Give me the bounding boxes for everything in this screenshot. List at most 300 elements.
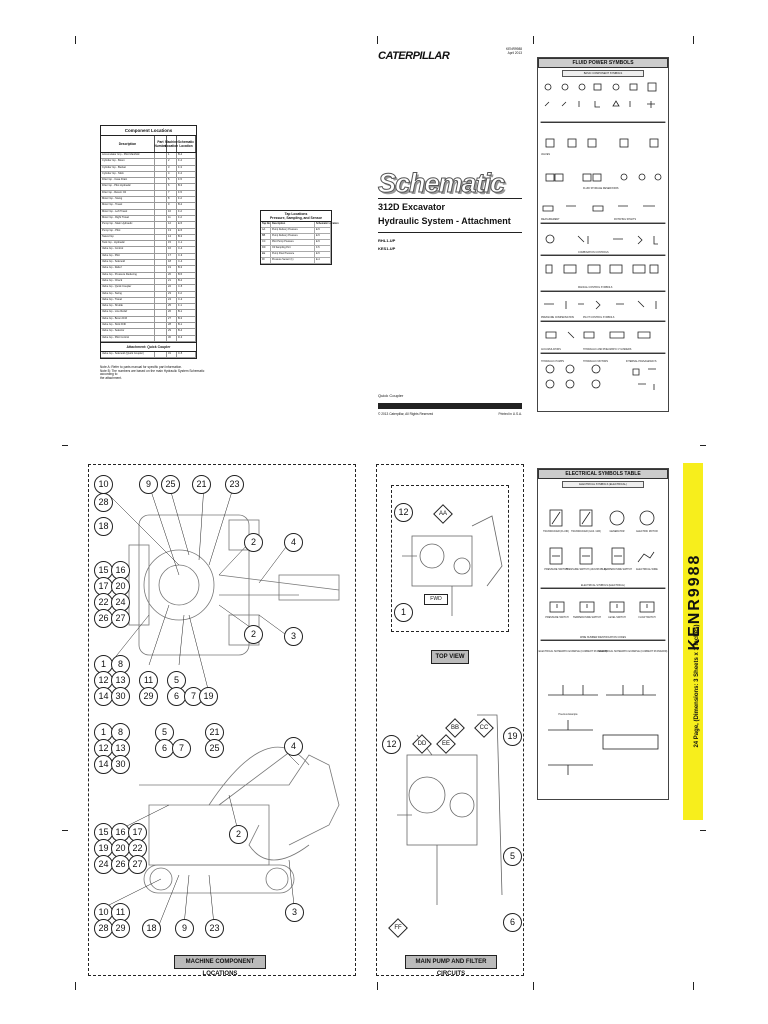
cell-part-number [155,153,167,158]
cell-machine-location: 22 [167,285,177,290]
callout-bubble: 20 [111,577,130,596]
section-heading: HYDRAULIC PUMPS [541,360,564,363]
callout-bubble: 19 [503,727,522,746]
callout-bubble: 9 [175,919,194,938]
cell-description: Swivel Gp [101,235,155,240]
cell-tap-no: AA [261,228,271,233]
tap-label: AA [438,511,447,517]
callout-bubble: 10 [94,475,113,494]
cell-description: Valve Gp - Pilot Control [101,336,155,341]
header-schematic-location: Schematic Location [316,222,339,225]
cell-description: Motor Gp - Swing [101,197,155,202]
wire-heading: ELECTRICAL SCHEMATIC EXAMPLE (CURRENT STANDARD) [598,650,668,653]
cell-machine-location: 19 [167,266,177,271]
top-view-label: TOP VIEW [431,650,469,664]
cell-part-number [155,172,167,177]
callout-bubble: 25 [205,739,224,758]
cell-part-number [155,203,167,208]
cell-description: Valve Gp - Quick Coupler [101,285,155,290]
callout-bubble: 12 [394,503,413,522]
callout-bubble: 13 [111,739,130,758]
cell-part-number [155,304,167,309]
cell-description: Valve Gp - Shuttle [101,304,155,309]
callout-bubble: 15 [94,561,113,580]
callout-bubble: 21 [205,723,224,742]
cell-schematic-location: F-1 [177,304,196,309]
doc-date: April 2013 [507,50,522,55]
callout-bubble: 4 [284,533,303,552]
callout-bubble: 17 [94,577,113,596]
callout-bubble: 28 [94,919,113,938]
cell-description: Valve Gp - Boom Drift [101,317,155,322]
section-heading: ACCUMULATORS [541,348,561,351]
tap-locations-table [260,210,339,265]
cell-schematic-location: F-2 [177,292,196,297]
cell-machine-location: 26 [167,310,177,315]
section-heading: ELECTRICAL SYMBOLS (ELECTRICAL) [581,584,625,587]
callout-bubble: 5 [167,671,186,690]
cell-description: Pump Delivery Pressure [271,234,315,239]
title-rule [378,198,522,199]
crop-mark [62,445,68,446]
symbol-label: GENERATOR [609,530,625,533]
wire-heading: ELECTRICAL SCHEMATIC EXAMPLE (CURRENT STANDARD) [538,650,608,653]
cell-schematic-location: B-3 [177,317,196,322]
cell-schematic-location: E-5 [315,252,331,257]
callout-bubble: 2 [244,533,263,552]
callout-bubble: 15 [94,823,113,842]
cell-description: Filter Gp - Pilot Hydraulic [101,184,155,189]
cell-part-number [155,184,167,189]
cell-description: Pilot Pump Pressure [271,240,315,245]
note-line: the attachment. [100,375,122,380]
cell-description: Cylinder Gp - Bucket [101,166,155,171]
callout-bubble: 23 [205,919,224,938]
section-heading: BASIC COMPONENT SYMBOLS [562,70,644,77]
cell-part-number [155,352,167,357]
tap-table-body [261,228,331,264]
callout-bubble: 11 [139,671,158,690]
cell-schematic-location: E-5 [315,234,331,239]
cell-part-number [155,197,167,202]
cell-schematic-location: F-2 [177,210,196,215]
cell-part-number [155,279,167,284]
fluid-power-symbols-panel [537,57,669,412]
cell-part-number [155,241,167,246]
cell-machine-location: 27 [167,317,177,322]
callout-bubble: 24 [111,593,130,612]
cell-part-number [155,310,167,315]
component-table-subhead: Attachment: Quick Coupler [101,342,196,352]
callout-bubble: 6 [167,687,186,706]
callout-bubble: 2 [229,825,248,844]
cell-machine-location: 13 [167,229,177,234]
cell-part-number [155,273,167,278]
tap-subtitle: Pressure, Sampling, and Sensor [269,216,322,220]
cell-schematic-location: B-1 [177,323,196,328]
cell-description: Filter Gp - Return Oil [101,191,155,196]
callout-bubble: 21 [192,475,211,494]
symbol-label: PRESSURE SWITCH [545,616,569,619]
component-table-title: Component Locations [101,126,196,136]
cell-schematic-location: E-5 [177,229,196,234]
cell-schematic-location: B-4 [177,153,196,158]
cell-description: Tank Gp - Hydraulic [101,241,155,246]
crop-mark [693,36,694,44]
callout-bubble: 12 [382,735,401,754]
section-heading: PILOT CONTROL SYMBOLS [583,316,615,319]
fwd-arrow: FWD [424,594,448,605]
title-rule [378,232,522,233]
callout-bubble: 7 [184,687,203,706]
callout-bubble: 2 [244,625,263,644]
cell-description: Oil Sampling Port [271,246,315,251]
cell-schematic-location: E-4 [315,258,331,263]
cell-machine-location: 17 [167,254,177,259]
side-tab-pages: 24 Page, (Dimensions: 3 Sheets x 1 inches) [694,624,700,748]
callout-bubble: 24 [94,855,113,874]
cell-machine-location: 21 [167,279,177,284]
cell-machine-location: 31 [167,352,177,357]
cell-machine-location: 12 [167,222,177,227]
cell-schematic-location: C-4 [177,247,196,252]
cell-description: Valve Gp - Check [101,279,155,284]
section-heading: PRESSURE COMPENSATION [541,316,575,319]
cell-part-number [155,298,167,303]
callout-bubble: 27 [111,609,130,628]
cell-part-number [155,323,167,328]
cell-description: Pump Flow Pressure [271,252,315,257]
tap-label: FF [394,925,402,931]
callout-bubble: 18 [94,517,113,536]
cell-schematic-location: F-3 [177,166,196,171]
table-row [101,352,196,358]
cell-part-number [155,292,167,297]
cell-machine-location: 30 [167,336,177,341]
pump-view-label: MAIN PUMP AND FILTER CIRCUITS [405,955,497,969]
tap-label: CC [479,725,489,731]
crop-mark [533,982,534,990]
callout-bubble: 17 [128,823,147,842]
serial-prefix-2: KES1-UP [378,246,396,251]
machine-drawing [89,465,355,975]
section-heading: COMBINATION CONTROLS [578,251,609,254]
cell-tap-no: EE [261,252,271,257]
cell-description: Valve Gp - Relief [101,266,155,271]
cell-schematic-location: F-4 [177,159,196,164]
callout-bubble: 3 [284,627,303,646]
crop-mark [75,982,76,990]
cell-schematic-location: C-4 [177,260,196,265]
cell-description: Valve Gp - Pressure Reducing [101,273,155,278]
cell-part-number [155,178,167,183]
crop-mark [700,445,706,446]
symbol-label: FLOW SWITCH [638,616,656,619]
callout-bubble: 1 [94,723,113,742]
cell-part-number [155,191,167,196]
cell-part-number [155,285,167,290]
callout-bubble: 1 [394,603,413,622]
callout-bubble: 19 [199,687,218,706]
cell-machine-location: 15 [167,241,177,246]
caterpillar-logo: CATERPILLAR [378,50,450,62]
callout-bubble: 25 [161,475,180,494]
callout-bubble: 5 [503,847,522,866]
cell-machine-location: 4 [167,172,177,177]
cell-machine-location: 11 [167,216,177,221]
tap-title: Tap Locations [284,212,308,216]
cell-schematic-location: B-2 [177,203,196,208]
cell-description: Valve Gp - Swing [101,292,155,297]
cell-schematic-location: B-3 [177,184,196,189]
cell-description: Motor Gp - Right Travel [101,216,155,221]
cell-machine-location: 5 [167,178,177,183]
cell-description: Cylinder Gp - Boom [101,159,155,164]
cell-part-number [155,254,167,259]
cell-description: Filter Gp - Case Drain [101,178,155,183]
cell-machine-location: 7 [167,191,177,196]
cell-schematic-location: B-3 [177,266,196,271]
callout-bubble: 22 [128,839,147,858]
cell-description: Motor Gp - Left Travel [101,210,155,215]
section-heading: ELECTRICAL SYMBOLS (ELECTRICAL) [562,481,644,488]
cell-machine-location: 16 [167,247,177,252]
cell-schematic-location: B-1 [177,310,196,315]
cell-part-number [155,266,167,271]
pump-drawing [377,695,523,955]
callout-bubble: 27 [128,855,147,874]
tap-label: BB [450,725,459,731]
cell-machine-location: 20 [167,273,177,278]
cell-schematic-location: F-2 [177,197,196,202]
tap-table-title [261,211,331,222]
header-description: Description [101,136,155,152]
callout-bubble: 29 [111,919,130,938]
cell-schematic-location: F-2 [177,216,196,221]
cell-machine-location: 23 [167,292,177,297]
cell-part-number [155,159,167,164]
cell-tap-no: FF [261,258,271,263]
cell-description: Pressure Sensor (1) [271,258,315,263]
cell-description: Motor Gp - Travel [101,203,155,208]
cell-schematic-location: F-5 [315,246,331,251]
cell-description: Valve Gp - Control [101,247,155,252]
crop-mark [700,830,706,831]
header-part-number: Part Number [155,136,167,152]
cell-schematic-location: B-5 [177,273,196,278]
crop-mark [693,982,694,990]
cell-schematic-location: F-5 [177,191,196,196]
crop-mark [62,830,68,831]
section-heading: MEASUREMENT [541,218,560,221]
option-name: Quick Coupler [378,393,404,398]
serial-prefix-1: RHL1-UP [378,238,396,243]
header-schematic-location: Schematic Location [177,136,196,152]
callout-bubble: 20 [111,839,130,858]
previous-example: Previous Example [558,713,578,716]
cell-schematic-location: C-5 [177,352,196,357]
symbol-label: PRESSURE SWITCH [544,568,568,571]
callout-bubble: 28 [94,493,113,512]
callout-bubble: 23 [225,475,244,494]
cell-machine-location: 2 [167,159,177,164]
symbol-label: ELECTRICAL WIRE [636,568,658,571]
cell-part-number [155,216,167,221]
cell-machine-location: 25 [167,304,177,309]
cell-schematic-location: B-3 [177,235,196,240]
crop-mark [75,36,76,44]
cell-description: Valve Gp - Travel [101,298,155,303]
tap-label: EE [441,741,450,747]
callout-bubble: 6 [503,913,522,932]
section-heading: WIRE NUMBER IDENTIFICATION CODES [580,636,626,639]
fluid-panel-title: FLUID POWER SYMBOLS [538,58,668,68]
cell-description: Cylinder Gp - Stick [101,172,155,177]
callout-bubble: 22 [94,593,113,612]
cell-description: Valve Gp - Line Relief [101,310,155,315]
printed-in: Printed in U.S.A. [498,412,522,416]
cell-schematic-location: E-5 [177,222,196,227]
callout-bubble: 13 [111,671,130,690]
callout-bubble: 29 [139,687,158,706]
section-heading: FLUID STORAGE RESERVOIRS [583,187,619,190]
callout-bubble: 9 [139,475,158,494]
cell-machine-location: 9 [167,203,177,208]
machine-view-label: MACHINE COMPONENT LOCATIONS [174,955,266,969]
callout-bubble: 12 [94,671,113,690]
cell-description: Valve Gp - Stick Drift [101,323,155,328]
cell-part-number [155,222,167,227]
cell-machine-location: 10 [167,210,177,215]
callout-bubble: 7 [172,739,191,758]
symbol-label: TEMPERATURE SWITCH [604,568,632,571]
callout-bubble: 14 [94,687,113,706]
callout-bubble: 30 [111,755,130,774]
cell-schematic-location: B-4 [177,329,196,334]
symbol-label: PRESSURE SWITCH (ADJUSTABLE) [565,568,607,571]
cell-part-number [155,336,167,341]
tap-label: DD [417,741,427,747]
doc-code: KENR9988 [506,47,522,51]
section-heading: ROTATING SHAFTS [614,218,637,221]
cell-part-number [155,166,167,171]
copyright: © 2013 Caterpillar, All Rights Reserved [378,412,434,416]
cell-schematic-location: C-2 [177,298,196,303]
cell-machine-location: 6 [167,184,177,189]
table-row [261,258,331,264]
model-name: 312D Excavator [378,202,446,212]
section-heading: HYDRAULIC AND PNEUMATIC CYLINDERS [583,348,632,351]
cell-machine-location: 1 [167,153,177,158]
crop-mark [533,36,534,44]
cover-panel [378,40,522,425]
symbol-label: TRANSDUCER (GAS / AIR) [571,530,601,533]
callout-bubble: 6 [155,739,174,758]
cell-schematic-location: C-1 [177,241,196,246]
cell-part-number [155,260,167,265]
cell-tap-no: DD [261,246,271,251]
side-tab [683,463,703,820]
cell-machine-location: 8 [167,197,177,202]
cell-part-number [155,329,167,334]
callout-bubble: 26 [111,855,130,874]
symbol-label: ELECTRIC MOTOR [636,530,658,533]
side-tab-code: KENR9988 [686,553,703,651]
cell-description: Accumulator Grp - Pilot Manifold [101,153,155,158]
cell-schematic-location: B-2 [177,279,196,284]
symbol-label: TRANSDUCER (FLUID) [543,530,569,533]
callout-bubble: 16 [111,561,130,580]
header-tap-no: Tap No. [262,222,271,225]
cell-part-number [155,247,167,252]
callout-bubble: 18 [142,919,161,938]
cell-description: Valve Gp - Selector [101,329,155,334]
callout-bubble: 8 [111,723,130,742]
cell-machine-location: 28 [167,323,177,328]
cell-schematic-location: C-3 [177,254,196,259]
cell-schematic-location: E-5 [315,228,331,233]
cell-tap-no: BB [261,234,271,239]
fluid-symbols-drawing [538,79,668,419]
system-name: Hydraulic System - Attachment [378,216,511,226]
component-locations-table [100,125,197,359]
cell-part-number [155,229,167,234]
cell-description: Pump Delivery Pressure [271,228,315,233]
callout-bubble: 4 [284,737,303,756]
callout-bubble: 11 [111,903,130,922]
cell-machine-location: 18 [167,260,177,265]
callout-bubble: 3 [285,903,304,922]
cell-tap-no: CC [261,240,271,245]
doc-meta [506,48,522,55]
symbol-label: LEVEL SWITCH [608,616,626,619]
callout-bubble: 26 [94,609,113,628]
cell-schematic-location: F-5 [177,178,196,183]
callout-bubble: 16 [111,823,130,842]
cell-part-number [155,235,167,240]
callout-bubble: 1 [94,655,113,674]
pump-view-frame [376,464,524,976]
callout-bubble: 10 [94,903,113,922]
section-heading: VALVES [541,153,550,156]
cell-schematic-location: E-5 [315,240,331,245]
header-description: Description [271,222,315,227]
electrical-panel-title: ELECTRICAL SYMBOLS TABLE [538,469,668,479]
cell-schematic-location: C-5 [177,285,196,290]
component-table-header [101,136,196,153]
cell-schematic-location: F-4 [177,172,196,177]
cell-machine-location: 29 [167,329,177,334]
section-heading: INTERNAL PASSAGEWAYS [626,360,657,363]
callout-bubble: 30 [111,687,130,706]
note-line: Note A: Refer to parts manual for specific part information. [100,365,183,369]
cell-machine-location: 14 [167,235,177,240]
machine-view-frame [88,464,356,976]
cell-machine-location: 3 [167,166,177,171]
cell-schematic-location: D-3 [177,336,196,341]
component-table-notes [100,366,210,380]
component-table-body [101,153,196,342]
cell-description: Pump Gp - Pilot [101,229,155,234]
cell-description: Pump Gp - Main Hydraulic [101,222,155,227]
callout-bubble: 8 [111,655,130,674]
cell-machine-location: 24 [167,298,177,303]
section-heading: HYDRAULIC MOTORS [583,360,608,363]
callout-bubble: 5 [155,723,174,742]
crop-mark [377,982,378,990]
schematic-title: Schematic [378,168,505,198]
symbol-label: TEMPERATURE SWITCH [573,616,601,619]
